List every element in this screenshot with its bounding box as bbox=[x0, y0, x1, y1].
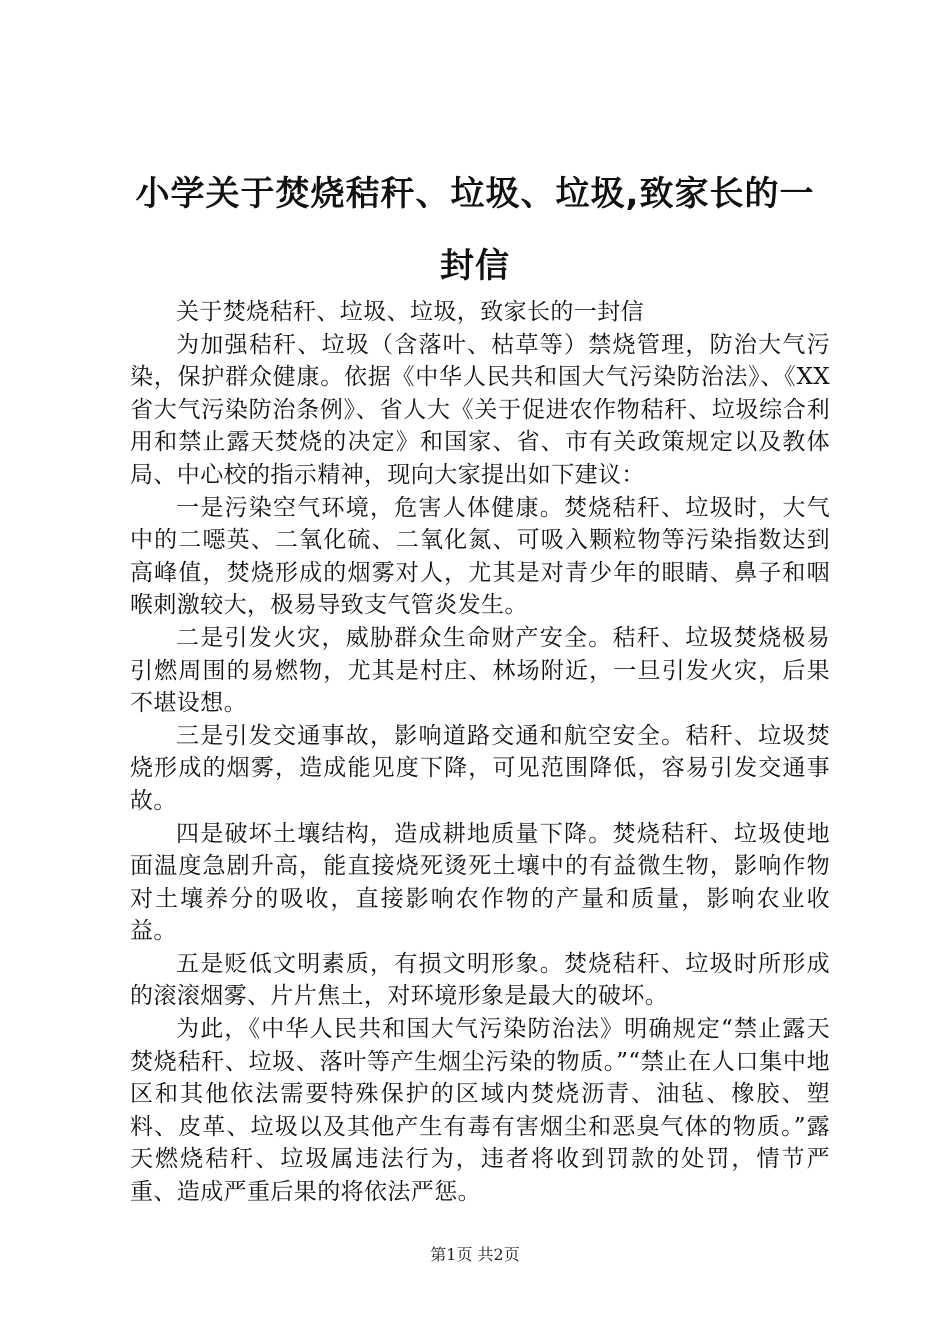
page-number-footer: 第1页 共2页 bbox=[430, 1245, 520, 1264]
point-three-paragraph: 三是引发交通事故，影响道路交通和航空安全。秸秆、垃圾焚烧形成的烟雾，造成能见度下降，可见范围降低，容易引发交通事故。 bbox=[130, 722, 830, 814]
document-title bbox=[120, 158, 830, 302]
title-line-2: 封信 bbox=[440, 246, 510, 286]
point-five-paragraph: 五是贬低文明素质，有损文明形象。焚烧秸秆、垃圾时所形成的滚滚烟雾、片片焦土，对环境形象是最大的破坏。 bbox=[130, 950, 830, 1010]
document-body bbox=[130, 296, 830, 1209]
point-four-paragraph: 四是破坏土壤结构，造成耕地质量下降。焚烧秸秆、垃圾使地面温度急剧升高，能直接烧死烫死土壤中的有益微生物，影响作物对土壤养分的吸收，直接影响农作物的产量和质量，影响农业收益。 bbox=[130, 820, 830, 945]
title-line-1: 小学关于焚烧秸秆、垃圾、垃圾,致家长的一 bbox=[135, 174, 815, 214]
point-two-paragraph: 二是引发火灾，威胁群众生命财产安全。秸秆、垃圾焚烧极易引燃周围的易燃物，尤其是村庄、林场附近，一旦引发火灾，后果不堪设想。 bbox=[130, 624, 830, 717]
point-one-paragraph: 一是污染空气环境，危害人体健康。焚烧秸秆、垃圾时，大气中的二噁英、二氧化硫、二氧化氮、可吸入颗粒物等污染指数达到高峰值，焚烧形成的烟雾对人，尤其是对青少年的眼睛、鼻子和咽喉刺激较大，极易导致支气管炎发生。 bbox=[130, 494, 830, 619]
law-paragraph: 为此，《中华人民共和国大气污染防治法》明确规定“禁止露天焚烧秸秆、垃圾、落叶等产生烟尘污染的物质。”“禁止在人口集中地区和其他依法需要特殊保护的区域内焚烧沥青、油毡、橡胶、塑料、皮革、垃圾以及其他产生有毒有害烟尘和恶臭气体的物质。”露天燃烧秸秆、垃圾属违法行为，违者将收到罚款的处罚，情节严重、造成严重后果的将依法严惩。 bbox=[130, 1016, 830, 1206]
intro-paragraph: 为加强秸秆、垃圾（含落叶、枯草等）禁烧管理，防治大气污染，保护群众健康。依据《中华人民共和国大气污染防治法》、《XX省大气污染防治条例》、省人大《关于促进农作物秸秆、垃圾综合利用和禁止露天焚烧的决定》和国家、省、市有关政策规定以及教体局、中心校的指示精神，现向大家提出如下建议： bbox=[130, 331, 830, 488]
subtitle-paragraph: 关于焚烧秸秆、垃圾、垃圾，致家长的一封信 bbox=[176, 299, 644, 325]
